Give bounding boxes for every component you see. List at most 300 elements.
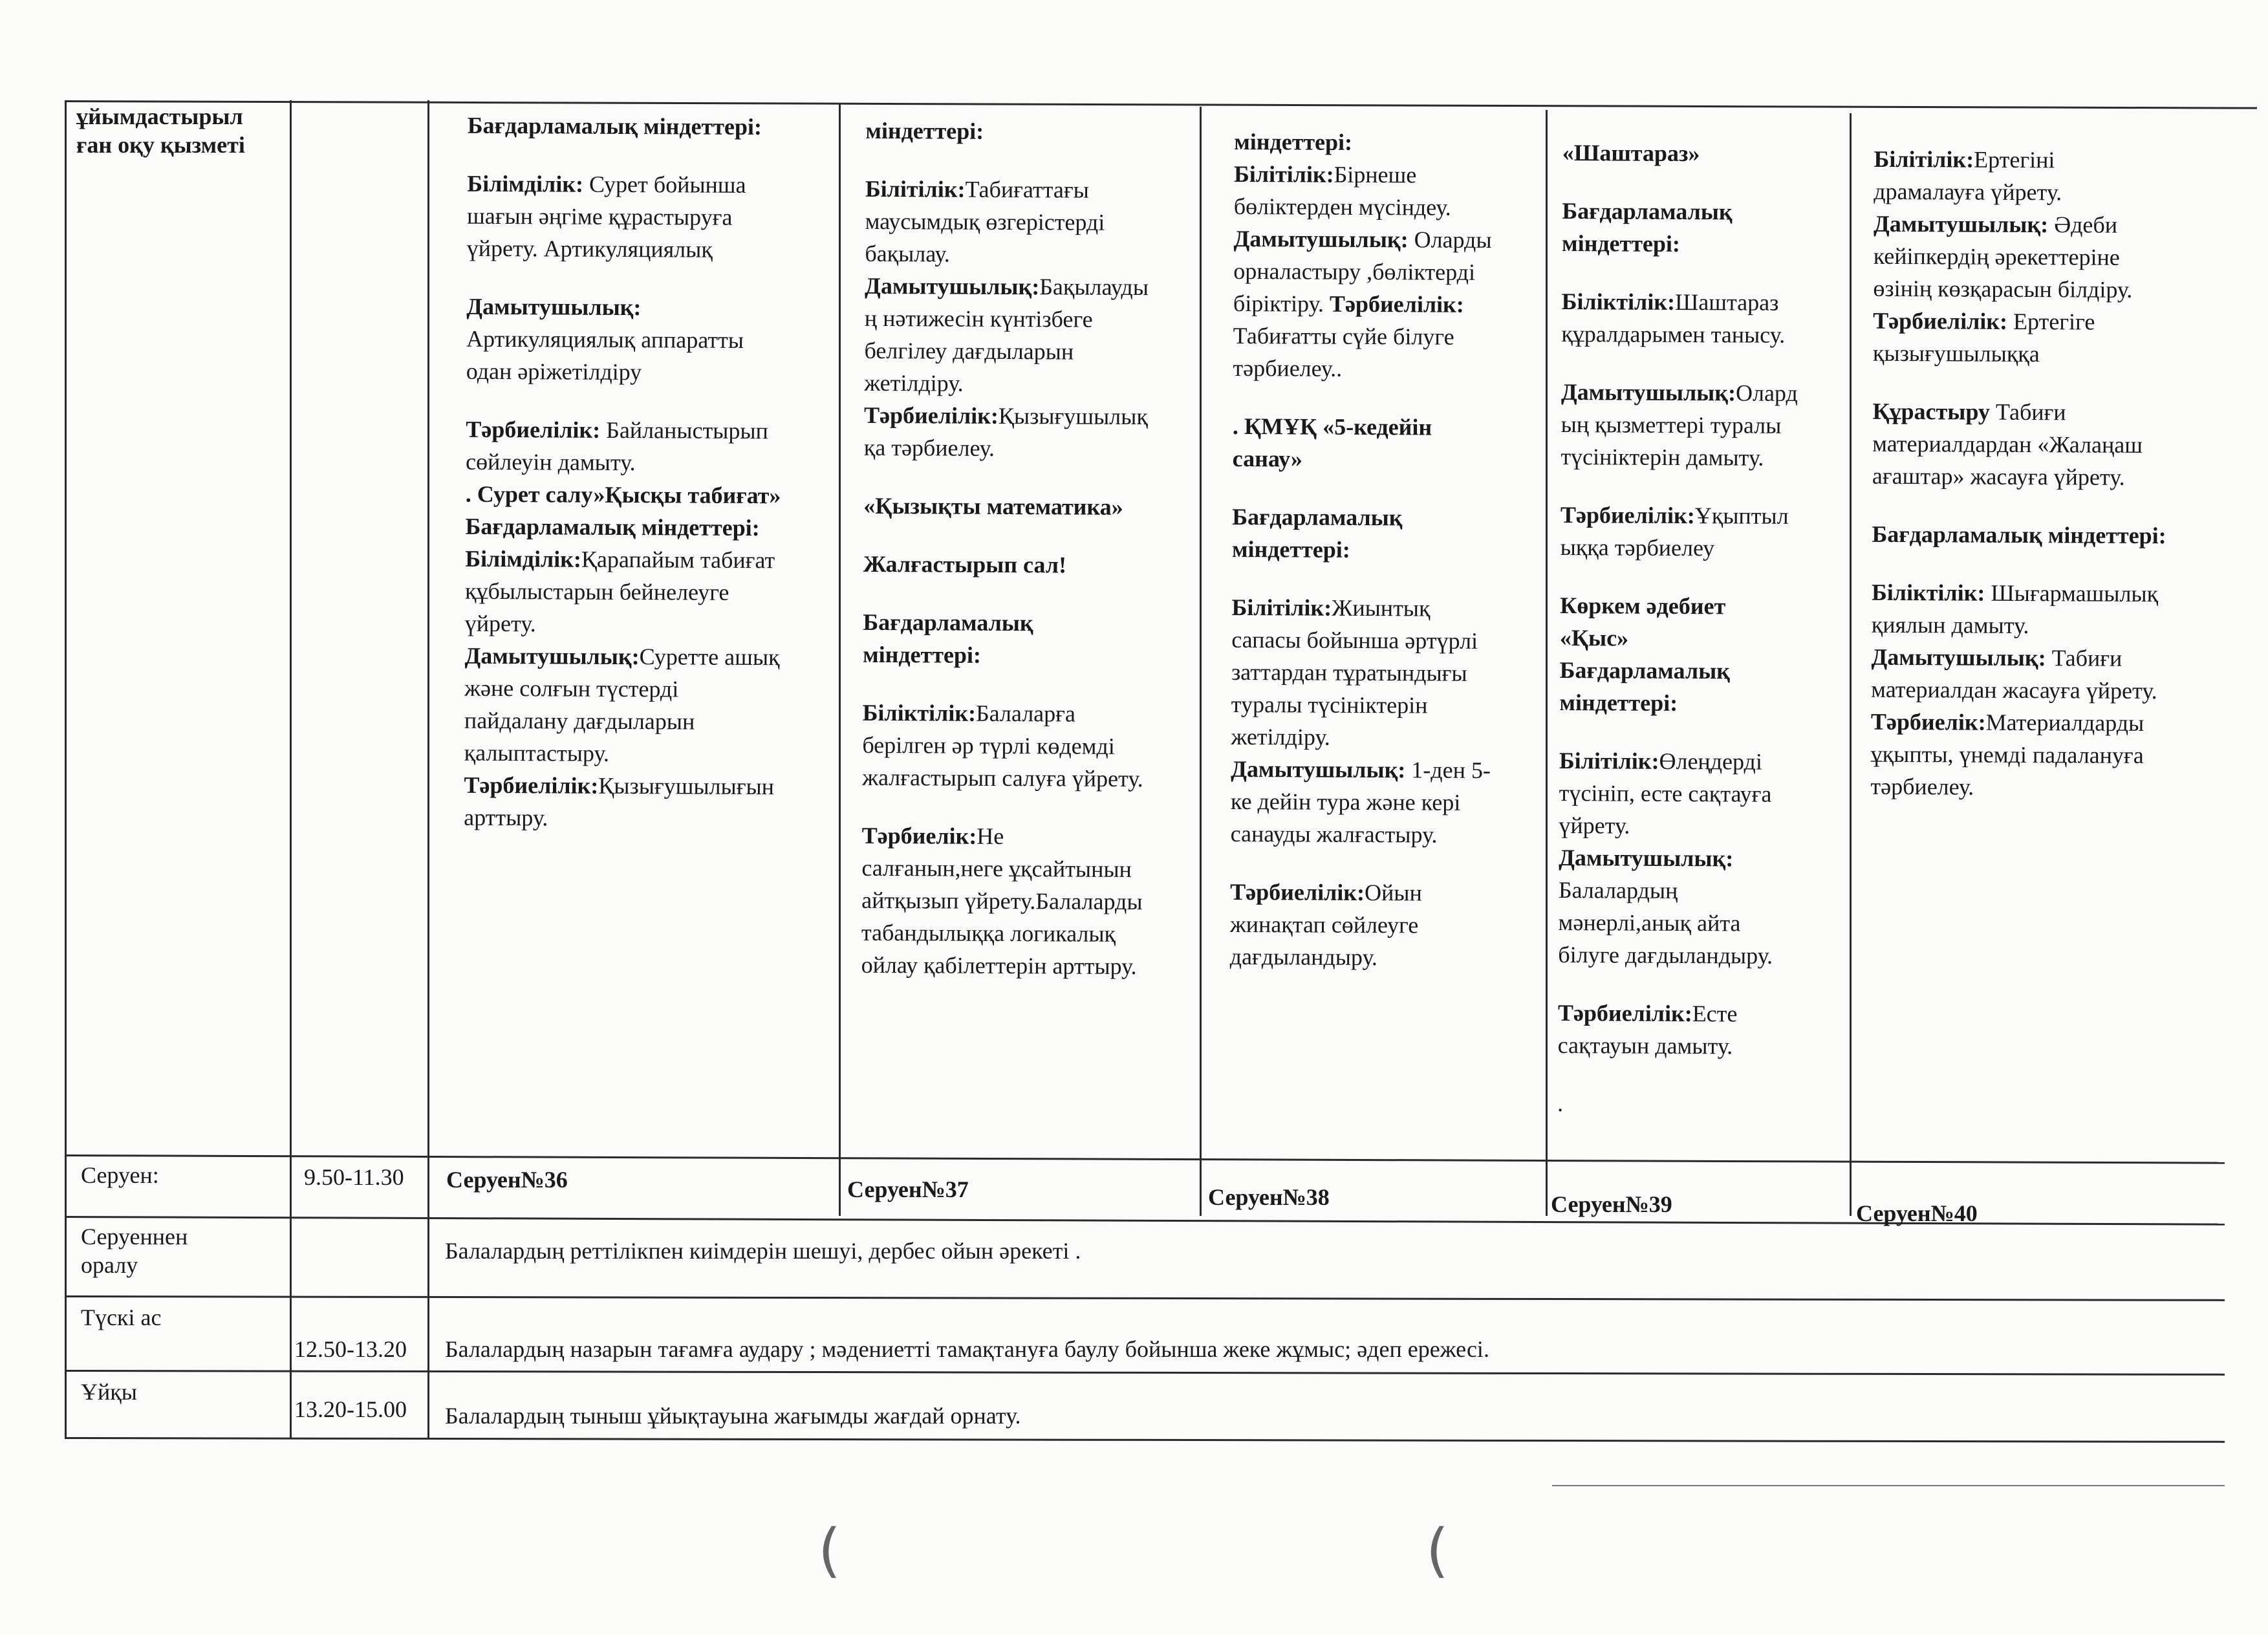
text-run: қа тәрбиелеу. (863, 434, 995, 461)
spacer (467, 142, 783, 169)
text-run: 1-ден 5- (1405, 757, 1491, 784)
text-run: Табиғи (1989, 398, 2066, 426)
text-line (865, 270, 1149, 303)
text-line (1230, 908, 1490, 942)
bold-run: Білітілік: (865, 175, 966, 202)
spacer (466, 265, 782, 292)
text-line (1872, 428, 2166, 461)
bold-run: Білітілік: (1231, 594, 1332, 621)
text-run: сақтауын дамыту. (1557, 1032, 1733, 1059)
text-run: ың қызметтері туралы (1561, 411, 1782, 439)
rule-col-e (1546, 110, 1548, 1216)
spacer (1232, 565, 1492, 592)
bold-run: Білітілік: (1233, 160, 1334, 188)
text-run: материалдардан «Жалаңаш (1872, 430, 2143, 458)
text-line (1232, 533, 1492, 567)
text-line (466, 323, 782, 357)
text-line (468, 109, 783, 144)
text-line (466, 290, 782, 325)
spacer (863, 671, 1147, 698)
spacer (1872, 550, 2166, 578)
text-run: заттардан тұратындығы (1231, 658, 1467, 686)
row-label: ұйымдастырыл ған оқу қызметі (76, 103, 245, 158)
text-run: берілген әр түрлі көдемді (862, 731, 1115, 759)
text-line (1874, 240, 2168, 274)
text-line (465, 510, 781, 545)
text-run: одан әріжетілдіру (466, 358, 642, 385)
bold-run: міндеттері: (1559, 689, 1678, 716)
text-line (1561, 376, 1798, 409)
bold-run: Бағдарламалық (1559, 657, 1731, 684)
text-line (1871, 738, 2165, 772)
text-line (1234, 125, 1494, 159)
bold-run: Тәрбиелілік: (466, 416, 601, 443)
text-line (464, 640, 780, 674)
rule-col-a (290, 100, 292, 1438)
text-line (467, 168, 783, 202)
text-line (1559, 686, 1796, 720)
text-line (864, 431, 1148, 465)
text-run: бөліктерден мүсіндеу. (1233, 193, 1451, 221)
text-run: құбылыстарын бейнелеуге (464, 578, 729, 605)
text-line (865, 302, 1149, 336)
text-line (861, 949, 1145, 982)
text-line (1561, 531, 1797, 565)
spacer (863, 522, 1147, 549)
text-run: Байланыстырып (600, 417, 768, 444)
text-line (1559, 777, 1796, 810)
rule-col-c (839, 103, 841, 1216)
text-run: жетілдіру. (1231, 723, 1330, 750)
bold-run: Біліктілік: (862, 699, 977, 726)
activity-cell-5 (1870, 143, 2168, 804)
text-run: туралы түсініктерін (1231, 691, 1428, 719)
text-run: Бақылауды (1039, 274, 1149, 301)
text-line (1559, 809, 1795, 843)
bold-run: міндеттері: (1234, 128, 1353, 155)
text-run: бақылау. (865, 240, 950, 267)
text-line (1231, 591, 1491, 625)
text-run: Сурет бойынша (583, 171, 746, 198)
bold-run: «Қыс» (1559, 625, 1629, 651)
sleep-label: Ұйқы (81, 1379, 137, 1405)
text-run: Әдеби (2048, 211, 2118, 238)
text-line (466, 478, 781, 512)
text-line (467, 200, 783, 234)
text-line (1562, 285, 1798, 319)
text-line (862, 819, 1146, 853)
text-run: Шығармашылық (1985, 579, 2159, 607)
text-line (1234, 190, 1494, 224)
bold-run: Дамытушылық: (1873, 210, 2049, 238)
rule-top (65, 100, 2257, 109)
text-line (1873, 305, 2167, 338)
bold-run: Дамытушылық: (1233, 225, 1409, 253)
text-line (865, 237, 1149, 271)
spacer (1232, 475, 1492, 502)
text-line (1561, 440, 1797, 474)
text-run: жетілдіру. (864, 369, 964, 396)
text-run: Балалардың (1558, 877, 1678, 904)
bold-run: Тәрбиелілік: (863, 402, 999, 429)
bold-run: Білімділік: (467, 170, 584, 197)
bold-run: Дамытушылық: (1559, 845, 1734, 872)
text-line (1558, 906, 1795, 940)
text-run: ойлау қабілеттерін арттыру. (861, 951, 1137, 980)
text-run: ұқыпты, үнемді падалануға (1870, 741, 2144, 769)
lunch-time: 12.50-13.20 (294, 1336, 407, 1362)
rule-return-bottom (65, 1295, 2225, 1301)
text-line (865, 114, 1149, 148)
text-line (1231, 623, 1491, 657)
text-line (465, 543, 781, 577)
text-run: ке дейін тура және кері (1230, 788, 1461, 816)
text-line (466, 413, 781, 448)
text-line (1231, 720, 1491, 754)
text-run: маусымдық өзгерістерді (865, 208, 1105, 235)
text-line (863, 548, 1147, 581)
spacer (1558, 971, 1795, 998)
text-line (1559, 744, 1796, 778)
text-line (862, 761, 1146, 795)
text-line (1560, 622, 1797, 655)
text-run: түсініктерін дамыту. (1561, 444, 1764, 471)
text-run: түсініп, есте сақтауға (1559, 780, 1772, 807)
text-line (1557, 1029, 1794, 1063)
bold-run: Бағдарламалық (863, 609, 1033, 636)
text-run: Табиғи (2046, 645, 2122, 671)
bold-run: «Қызықты математика» (863, 492, 1123, 520)
bold-run: Біліктілік: (1561, 288, 1676, 315)
text-line (1557, 1087, 1794, 1121)
text-run: қалыптастыру. (464, 739, 610, 766)
bold-run: Бағдарламалық міндеттері: (465, 513, 760, 541)
text-line (1873, 337, 2167, 371)
text-line (1561, 499, 1797, 532)
bold-run: . Сурет салу»Қысқы табиғат» (465, 481, 781, 509)
text-line (863, 697, 1147, 730)
text-line (1234, 158, 1494, 191)
text-line (1872, 576, 2166, 610)
text-run: Ойын (1364, 880, 1422, 906)
text-line (1231, 817, 1491, 851)
text-run: санауды жалғастыру. (1230, 820, 1438, 848)
text-line (467, 232, 783, 266)
seruen-item-39: Серуен№39 (1551, 1191, 1672, 1217)
text-line (1872, 460, 2166, 493)
text-run: айтқызып үйрету.Балаларды (861, 887, 1143, 915)
text-run: Табиғаттағы (965, 176, 1089, 203)
return-label: Серуеннен оралу (81, 1224, 188, 1278)
bold-run: Дамытушылық: (464, 642, 640, 670)
text-run: Суретте ашық (639, 644, 780, 671)
text-line (1871, 706, 2165, 739)
hole-mark-right: ( (1426, 1517, 1449, 1585)
text-line (1870, 770, 2165, 804)
text-line (863, 490, 1147, 523)
text-line (1558, 938, 1795, 972)
spacer (865, 147, 1149, 174)
text-run: Бірнеше (1334, 161, 1417, 188)
bold-run: Бағдарламалық міндеттері: (1872, 521, 2166, 549)
bold-run: Бағдарламалық міндеттері: (467, 112, 762, 140)
text-line (1559, 874, 1795, 907)
text-run: Оларды (1408, 226, 1492, 254)
bold-run: Дамытушылық: (1231, 755, 1406, 783)
text-run: тәрбиелеу.. (1233, 354, 1343, 382)
rule-extra (1552, 1485, 2225, 1486)
text-line (1562, 136, 1799, 170)
bold-run: міндеттері: (863, 641, 982, 668)
spacer (1233, 384, 1493, 411)
text-line (1872, 518, 2166, 552)
text-run: мәнерлі,анық айта (1558, 909, 1741, 937)
text-line (1872, 395, 2166, 429)
bold-run: Бағдарламалық (1562, 198, 1733, 225)
spacer (863, 464, 1147, 491)
text-line (1233, 255, 1493, 288)
text-line (865, 173, 1149, 206)
text-line (1873, 272, 2167, 306)
bold-run: Тәрбиелілік: (1329, 290, 1464, 318)
rule-col-f (1850, 113, 1852, 1216)
text-line (1871, 641, 2165, 675)
text-run: Артикуляциялық аппаратты (466, 325, 744, 353)
bold-run: Тәрбиелілік: (1230, 878, 1365, 906)
lunch-label: Түскі ас (81, 1305, 162, 1330)
text-run: білуге дағдыландыру. (1558, 942, 1773, 969)
text-run: және солғын түстерді (464, 675, 679, 702)
text-run: үйрету. (464, 610, 536, 637)
seruen-item-37: Серуен№37 (847, 1176, 969, 1202)
text-line (465, 575, 781, 609)
bold-run: Көркем әдебиет (1560, 592, 1726, 620)
text-line (464, 672, 780, 706)
text-line (861, 916, 1145, 950)
rule-bottom (65, 1437, 2225, 1443)
text-line (464, 737, 780, 771)
text-run: орналастыру ,бөліктерді (1233, 257, 1476, 285)
text-line (1874, 208, 2168, 241)
text-run: үйрету. Артикуляциялық (466, 235, 713, 263)
text-run: Жиынтық (1332, 594, 1431, 622)
text-run: табандылыққа логикалық (861, 919, 1116, 947)
bold-run: Білімділік: (465, 545, 582, 572)
bold-run: Құрастыру (1872, 398, 1991, 425)
text-line (1560, 589, 1797, 623)
text-run: жалғастырып салуға үйрету. (862, 764, 1143, 792)
spacer (862, 794, 1146, 821)
text-run: Олард (1735, 380, 1798, 406)
spacer (1562, 169, 1799, 196)
text-line (1231, 785, 1491, 819)
sleep-text: Балалардың тыныш ұйықтауына жағымды жағдай орнату. (445, 1403, 1021, 1429)
seruen-item-38: Серуен№38 (1208, 1184, 1330, 1210)
bold-run: Білітілік: (1874, 146, 1974, 173)
return-text: Балалардың реттілікпен киімдерін шешуі, дербес ойын әрекеті . (445, 1238, 1081, 1264)
text-run: Өлеңдерді (1659, 748, 1763, 775)
activity-cell-4 (1557, 136, 1799, 1121)
text-line (466, 355, 782, 389)
bold-run: міндеттері: (1231, 536, 1350, 563)
bold-run: Білітілік: (1559, 748, 1659, 774)
text-line (861, 852, 1145, 885)
text-line (1561, 318, 1798, 351)
bold-run: Бағдарламалық (1232, 503, 1403, 531)
spacer (1560, 563, 1797, 590)
text-run: арттыру. (464, 804, 548, 831)
text-line (864, 367, 1148, 400)
text-line (464, 704, 780, 739)
text-run: тәрбиелеу. (1870, 773, 1974, 800)
text-line (1874, 175, 2168, 209)
text-line (1233, 410, 1493, 444)
seruen-item-40: Серуен№40 (1856, 1200, 1978, 1226)
text-run: ыққа тәрбиелеу (1560, 534, 1715, 561)
bold-run: міндеттері: (1562, 230, 1681, 257)
text-line (1561, 408, 1798, 442)
text-run: салғанын,неге ұқсайтынын (861, 854, 1132, 883)
text-run: ағаштар» жасауға үйрету. (1872, 462, 2125, 490)
text-line (861, 884, 1145, 918)
text-line (864, 399, 1148, 433)
text-run: Не (977, 823, 1004, 849)
text-line (1562, 195, 1798, 228)
spacer (466, 387, 781, 415)
text-run: дағдыландыру. (1229, 943, 1378, 971)
text-run: үйрету. (1559, 812, 1630, 839)
text-line (1232, 501, 1492, 534)
text-run: өзінің көзқарасын білдіру. (1873, 275, 2133, 303)
text-line (863, 638, 1147, 672)
bold-run: Тәрбиелілік: (1557, 1000, 1692, 1027)
rule-lunch-bottom (65, 1370, 2225, 1376)
seruen-item-36: Серуен№36 (446, 1167, 568, 1193)
text-line (1233, 222, 1493, 256)
bold-run: Біліктілік: (1871, 579, 1985, 606)
text-run: белгілеу дағдыларын (864, 337, 1074, 365)
text-line (863, 606, 1147, 640)
text-run: кейіпкердің әрекеттеріне (1873, 243, 2120, 270)
text-run: қиялын дамыту. (1871, 611, 2029, 639)
text-run: драмалауға үйрету. (1874, 178, 2062, 206)
text-line (1872, 609, 2166, 642)
text-run: Ертегіні (1974, 146, 2055, 173)
text-line (466, 446, 781, 480)
rule-col-d (1200, 107, 1202, 1216)
bold-run: Тәрбиелілік: (1560, 502, 1695, 529)
rule-left (65, 100, 67, 1438)
spacer (1873, 369, 2167, 396)
text-line (1233, 352, 1493, 385)
text-run: жинақтап сөйлеуге (1229, 911, 1419, 938)
text-line (1233, 319, 1493, 353)
bold-run: міндеттері: (865, 117, 984, 144)
bold-run: Дамытушылық: (1871, 644, 2046, 671)
text-line (1874, 143, 2168, 177)
spacer (863, 580, 1147, 607)
text-line (1230, 940, 1490, 974)
text-run: Қарапайым табиғат (581, 546, 775, 574)
text-run: қызығушылыққа (1872, 340, 2040, 367)
bold-run: «Шаштараз» (1562, 140, 1700, 167)
spacer (1230, 850, 1490, 877)
hole-mark-left: ( (818, 1517, 841, 1585)
spacer (1872, 492, 2166, 519)
rule-col-b (427, 100, 429, 1438)
text-line (1559, 841, 1795, 875)
bold-run: Дамытушылық: (865, 272, 1040, 300)
text-run: шағын әңгіме құрастыруға (466, 202, 733, 230)
bold-run: Тәрбиелік: (1870, 708, 1986, 735)
text-run: Шаштараз (1674, 288, 1779, 316)
text-line (1233, 287, 1493, 321)
bold-run: Тәрбиелік: (861, 822, 977, 849)
activity-cell-3 (1230, 125, 1495, 974)
sleep-time: 13.20-15.00 (294, 1396, 407, 1422)
bold-run: Тәрбиелілік: (464, 772, 599, 799)
text-run: Қызығушылық (998, 402, 1148, 430)
bold-run: санау» (1232, 445, 1303, 472)
text-line (1230, 876, 1490, 909)
bold-run: Тәрбиелілік: (1873, 307, 2008, 334)
text-line (1231, 753, 1491, 786)
text-run: Есте (1692, 1001, 1738, 1027)
text-run: Ертегіге (2007, 308, 2095, 335)
text-line (465, 607, 781, 642)
spacer (1561, 473, 1797, 500)
bold-run: Жалғастырып сал! (863, 550, 1067, 578)
text-run: Табиғатты сүйе білуге (1233, 322, 1454, 350)
text-line (464, 801, 779, 836)
text-run: Балаларға (975, 700, 1076, 727)
text-run: Қызығушылығын (598, 772, 775, 800)
text-run: . (1557, 1090, 1564, 1117)
text-run: Материалдарды (1985, 709, 2144, 737)
text-run: біріктіру. (1233, 290, 1330, 317)
text-run: құралдарымен танысу. (1561, 321, 1786, 348)
bold-run: . ҚМҰҚ «5-кедейін (1232, 413, 1432, 440)
text-line (862, 729, 1146, 763)
text-line (1558, 997, 1795, 1030)
bold-run: Дамытушылық: (1561, 379, 1736, 406)
seruen-time: 9.50-11.30 (304, 1164, 404, 1190)
text-line (1231, 656, 1491, 689)
text-line (1231, 688, 1491, 722)
text-run: сапасы бойынша әртүрлі (1231, 626, 1478, 654)
spacer (1557, 1061, 1794, 1088)
bold-run: Дамытушылық: (466, 293, 642, 321)
text-run: сөйлеуін дамыту. (465, 448, 636, 476)
text-run: пайдалану дағдыларын (464, 707, 695, 735)
spacer (1559, 719, 1796, 746)
activity-cell-2 (861, 114, 1149, 982)
spacer (1562, 259, 1798, 287)
spacer (1561, 350, 1798, 377)
text-line (464, 769, 779, 803)
lunch-text: Балалардың назарын тағамға аудару ; мәдениетті тамақтануға баулу бойынша жеке жұмыс; әдеп ережесі. (445, 1336, 1489, 1362)
text-line (865, 205, 1149, 239)
seruen-label: Серуен: (81, 1162, 159, 1188)
activity-cell-1 (464, 109, 783, 836)
text-line (1871, 673, 2165, 707)
text-line (1562, 227, 1798, 261)
text-line (1233, 442, 1493, 476)
text-line (864, 334, 1148, 368)
text-line (1560, 654, 1797, 688)
text-run: Ұқыптыл (1694, 503, 1789, 529)
text-run: ң нәтижесін күнтізбеге (864, 305, 1093, 332)
